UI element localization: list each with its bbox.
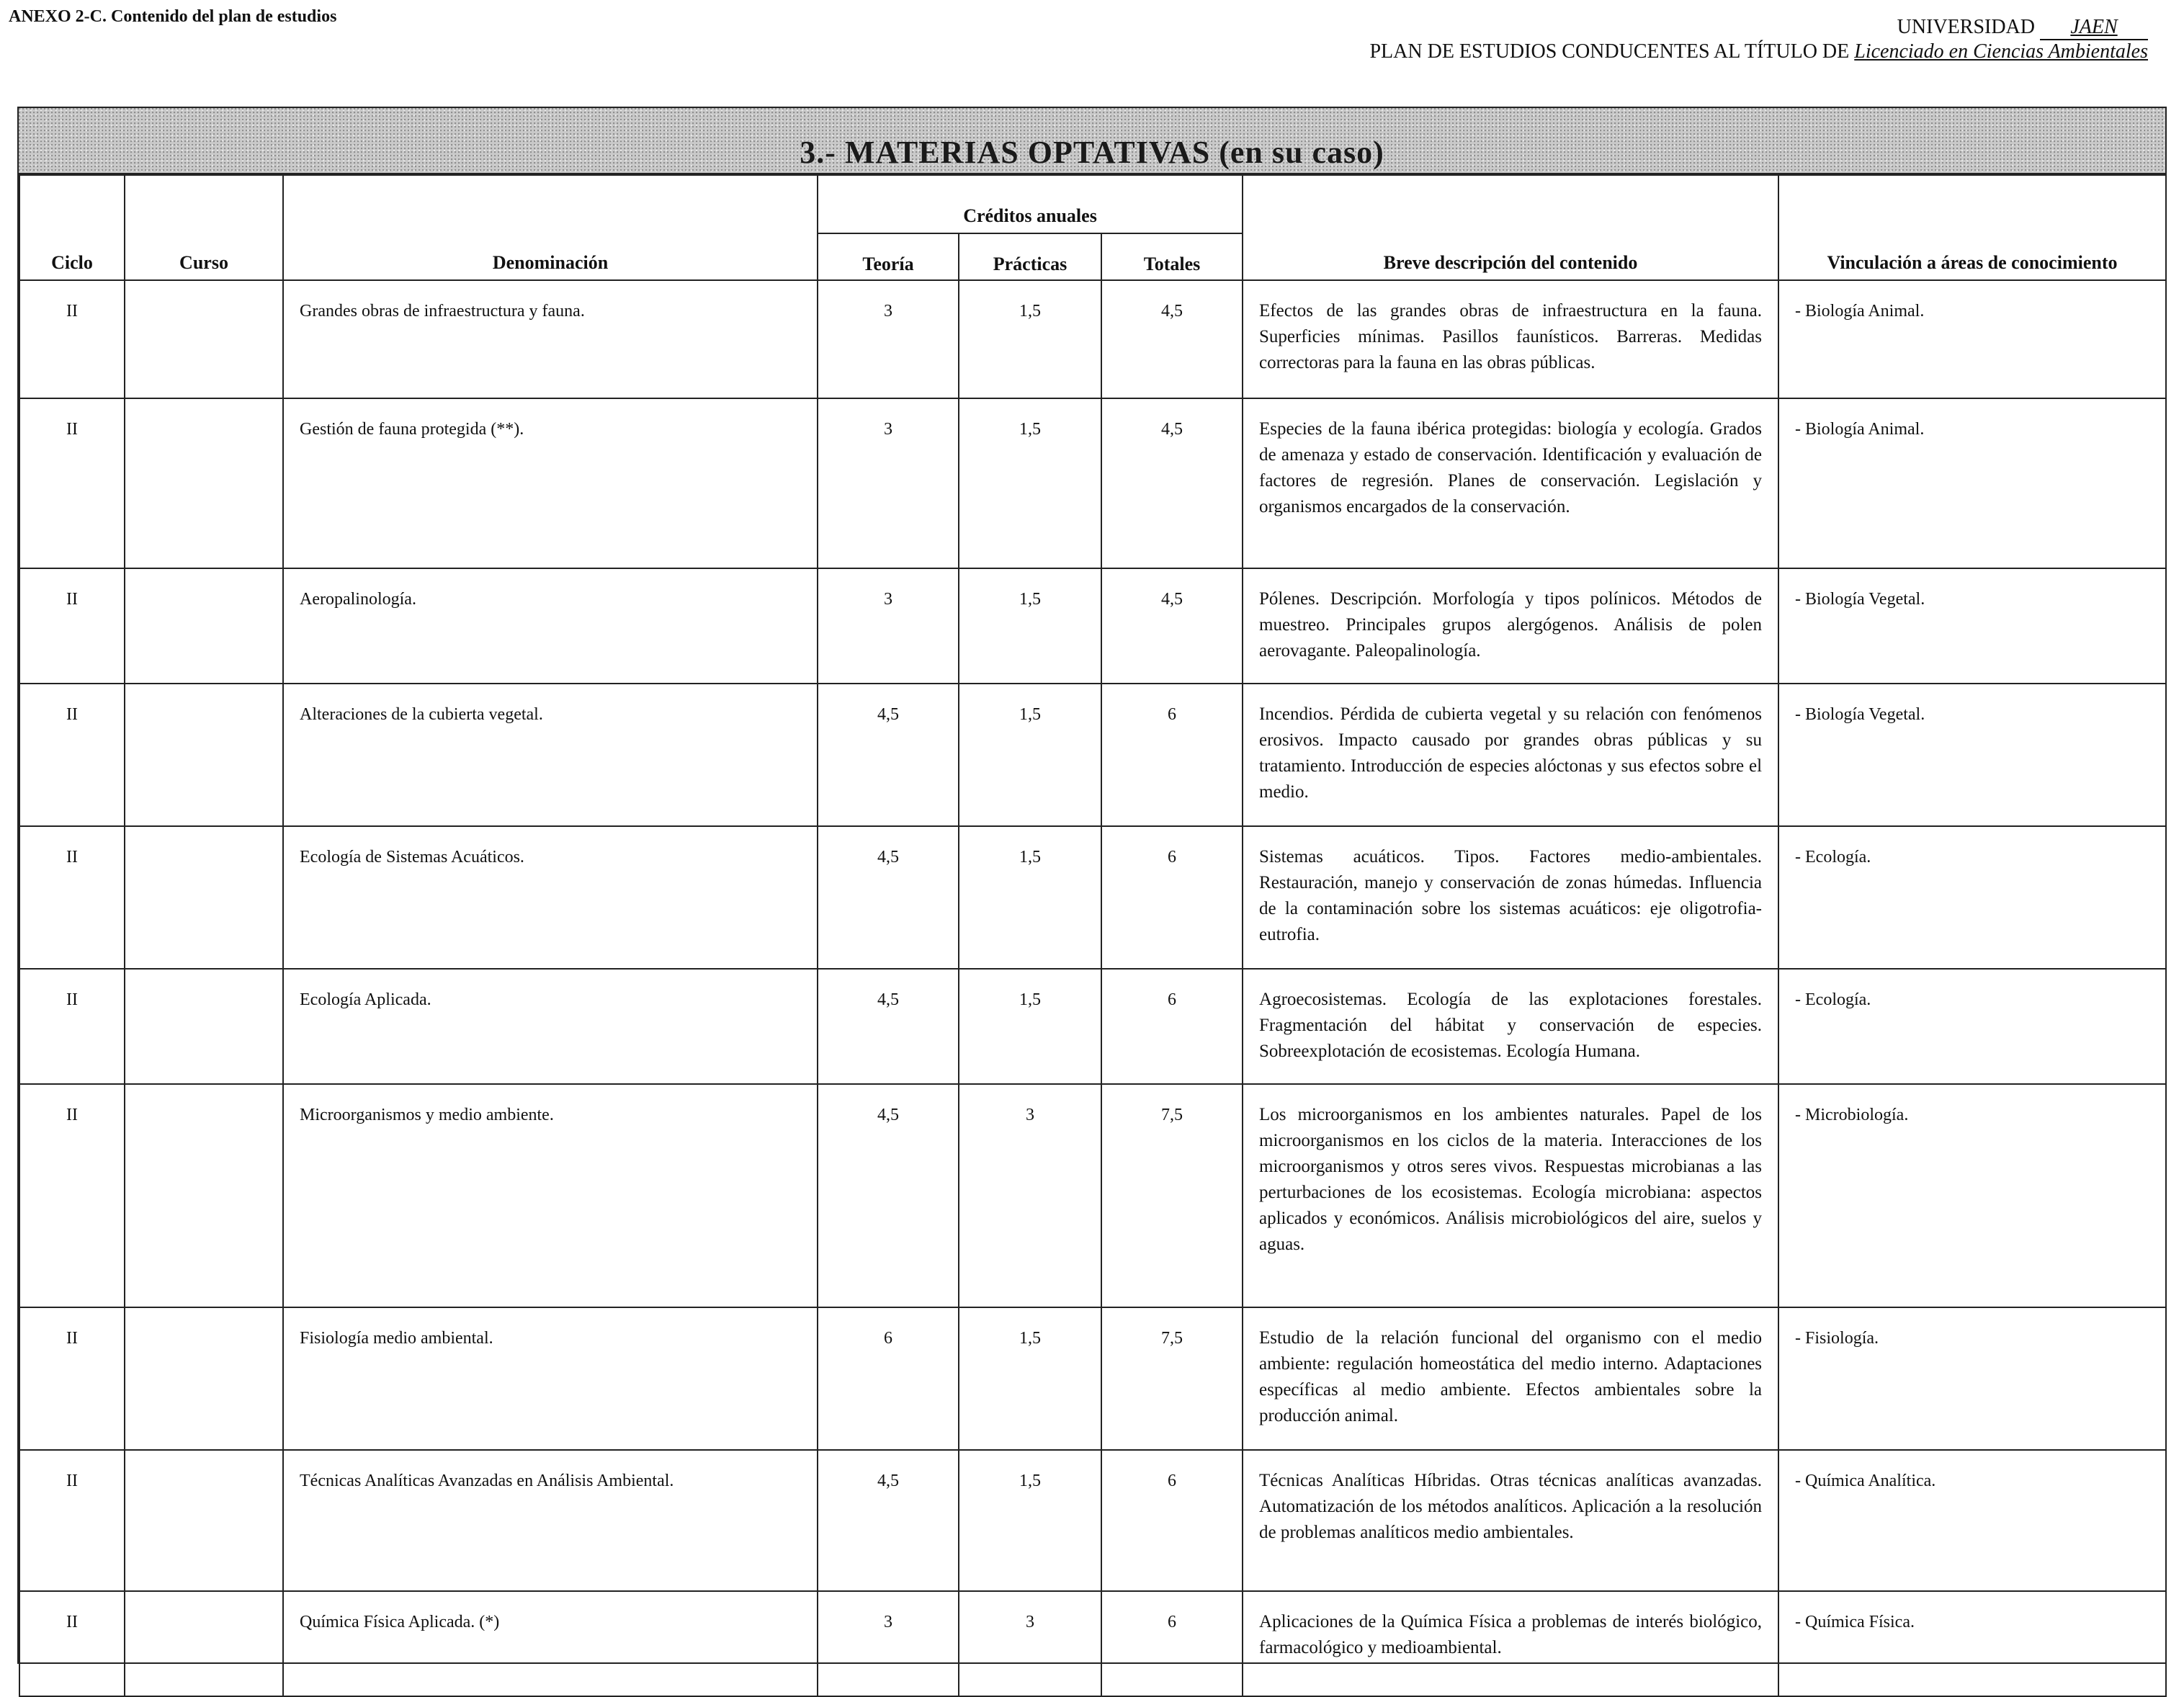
cell-curso <box>125 1591 283 1696</box>
cell-curso <box>125 398 283 568</box>
degree-name: Licenciado en Ciencias Ambientales <box>1854 40 2148 63</box>
section-title: 3.- MATERIAS OPTATIVAS (en su caso) <box>800 135 1384 170</box>
cell-descripcion: Agroecosistemas. Ecología de las explotaciones forestales. Fragmentación del hábitat y conservación de especies. Sobreexplotación de ecosistemas. Ecología Humana. <box>1243 969 1778 1084</box>
cell-totales: 4,5 <box>1101 280 1243 398</box>
university-line <box>1369 16 2148 40</box>
cell-practicas: 1,5 <box>959 1450 1101 1591</box>
col-descripcion: Breve descripción del contenido <box>1243 175 1778 280</box>
cell-ciclo: II <box>19 1307 125 1450</box>
cell-vinculacion: - Fisiología. <box>1778 1307 2166 1450</box>
col-curso: Curso <box>125 175 283 280</box>
cell-vinculacion: - Ecología. <box>1778 826 2166 969</box>
cell-denominacion: Microorganismos y medio ambiente. <box>283 1084 818 1307</box>
cell-practicas: 3 <box>959 1591 1101 1696</box>
cell-ciclo: II <box>19 398 125 568</box>
cell-descripcion: Aplicaciones de la Química Física a problemas de interés biológico, farmacológico y medioambiental. <box>1243 1591 1778 1696</box>
cell-practicas: 1,5 <box>959 826 1101 969</box>
university-label: UNIVERSIDAD <box>1897 16 2035 38</box>
cell-descripcion: Los microorganismos en los ambientes naturales. Papel de los microorganismos en los ciclos de la materia. Interacciones de los microorganismos y otros seres vivos. Respuestas microbianas a las perturbaciones de los ecosistemas. Ecología microbiana: aspectos aplicados y económicos. Análisis microbiológicos del aire, suelos y aguas. <box>1243 1084 1778 1307</box>
cell-vinculacion: - Microbiología. <box>1778 1084 2166 1307</box>
cell-practicas: 3 <box>959 1084 1101 1307</box>
cell-practicas: 1,5 <box>959 568 1101 684</box>
cell-denominacion: Gestión de fauna protegida (**). <box>283 398 818 568</box>
col-denominacion: Denominación <box>283 175 818 280</box>
cell-curso <box>125 684 283 826</box>
cell-teoria: 4,5 <box>818 826 959 969</box>
col-vinculacion: Vinculación a áreas de conocimiento <box>1778 175 2166 280</box>
cell-descripcion: Sistemas acuáticos. Tipos. Factores medio-ambientales. Restauración, manejo y conservación de zonas húmedas. Influencia de la contaminación sobre los sistemas acuáticos: eje oligotrofia-eutrofia. <box>1243 826 1778 969</box>
cell-teoria: 3 <box>818 568 959 684</box>
cell-totales: 4,5 <box>1101 398 1243 568</box>
cell-vinculacion: - Biología Animal. <box>1778 398 2166 568</box>
cell-ciclo: II <box>19 826 125 969</box>
cell-teoria: 4,5 <box>818 1450 959 1591</box>
cell-teoria: 4,5 <box>818 684 959 826</box>
plan-line <box>1369 40 2148 63</box>
cell-totales: 6 <box>1101 826 1243 969</box>
cell-totales: 7,5 <box>1101 1084 1243 1307</box>
cell-practicas: 1,5 <box>959 969 1101 1084</box>
col-ciclo: Ciclo <box>19 175 125 280</box>
university-header <box>1369 16 2148 63</box>
plan-label: PLAN DE ESTUDIOS CONDUCENTES AL TÍTULO DE <box>1369 40 1850 63</box>
cell-vinculacion: - Química Física. <box>1778 1591 2166 1696</box>
cell-denominacion: Ecología Aplicada. <box>283 969 818 1084</box>
cell-vinculacion: - Biología Vegetal. <box>1778 568 2166 684</box>
university-name: JAEN <box>2040 16 2148 40</box>
cell-curso <box>125 1084 283 1307</box>
cell-teoria: 4,5 <box>818 969 959 1084</box>
section-banner <box>19 108 2165 174</box>
header-row-top <box>19 175 2166 233</box>
table-row <box>19 826 2166 969</box>
table-row <box>19 568 2166 684</box>
col-teoria: Teoría <box>818 233 959 280</box>
cell-teoria: 3 <box>818 398 959 568</box>
cell-curso <box>125 1307 283 1450</box>
cell-denominacion: Química Física Aplicada. (*) <box>283 1591 818 1696</box>
cell-curso <box>125 568 283 684</box>
syllabus-frame <box>17 107 2167 1664</box>
cell-practicas: 1,5 <box>959 684 1101 826</box>
cell-ciclo: II <box>19 1450 125 1591</box>
cell-ciclo: II <box>19 280 125 398</box>
cell-practicas: 1,5 <box>959 1307 1101 1450</box>
cell-practicas: 1,5 <box>959 398 1101 568</box>
table-row <box>19 969 2166 1084</box>
cell-vinculacion: - Ecología. <box>1778 969 2166 1084</box>
cell-ciclo: II <box>19 568 125 684</box>
cell-descripcion: Incendios. Pérdida de cubierta vegetal y su relación con fenómenos erosivos. Impacto causado por grandes obras públicas y su tratamiento. Introducción de especies alóctonas y sus efectos sobre el medio. <box>1243 684 1778 826</box>
col-creditos: Créditos anuales <box>818 175 1243 233</box>
table-row <box>19 1307 2166 1450</box>
cell-teoria: 4,5 <box>818 1084 959 1307</box>
optional-subjects-table <box>19 174 2167 1697</box>
cell-practicas: 1,5 <box>959 280 1101 398</box>
cell-curso <box>125 826 283 969</box>
cell-descripcion: Efectos de las grandes obras de infraestructura en la fauna. Superficies mínimas. Pasillos faunísticos. Barreras. Medidas correctoras para la fauna en las obras públicas. <box>1243 280 1778 398</box>
cell-teoria: 3 <box>818 280 959 398</box>
cell-curso <box>125 1450 283 1591</box>
cell-ciclo: II <box>19 969 125 1084</box>
table-row <box>19 1450 2166 1591</box>
cell-ciclo: II <box>19 1591 125 1696</box>
cell-totales: 6 <box>1101 1450 1243 1591</box>
cell-curso <box>125 280 283 398</box>
col-practicas: Prácticas <box>959 233 1101 280</box>
table-row <box>19 1591 2166 1696</box>
cell-denominacion: Fisiología medio ambiental. <box>283 1307 818 1450</box>
table-body <box>19 280 2166 1696</box>
cell-teoria: 6 <box>818 1307 959 1450</box>
table-row <box>19 398 2166 568</box>
cell-vinculacion: - Biología Animal. <box>1778 280 2166 398</box>
cell-denominacion: Aeropalinología. <box>283 568 818 684</box>
table-row <box>19 684 2166 826</box>
cell-ciclo: II <box>19 684 125 826</box>
cell-denominacion: Alteraciones de la cubierta vegetal. <box>283 684 818 826</box>
cell-denominacion: Técnicas Analíticas Avanzadas en Análisis Ambiental. <box>283 1450 818 1591</box>
cell-teoria: 3 <box>818 1591 959 1696</box>
col-totales: Totales <box>1101 233 1243 280</box>
cell-totales: 7,5 <box>1101 1307 1243 1450</box>
cell-totales: 4,5 <box>1101 568 1243 684</box>
cell-totales: 6 <box>1101 684 1243 826</box>
cell-denominacion: Ecología de Sistemas Acuáticos. <box>283 826 818 969</box>
cell-descripcion: Pólenes. Descripción. Morfología y tipos polínicos. Métodos de muestreo. Principales grupos alergógenos. Análisis de polen aerovagante. Paleopalinología. <box>1243 568 1778 684</box>
cell-totales: 6 <box>1101 1591 1243 1696</box>
cell-descripcion: Técnicas Analíticas Híbridas. Otras técnicas analíticas avanzadas. Automatización de los métodos analíticos. Aplicación a la resolución de problemas analíticos medio ambientales. <box>1243 1450 1778 1591</box>
table-row <box>19 1084 2166 1307</box>
table-row <box>19 280 2166 398</box>
cell-vinculacion: - Biología Vegetal. <box>1778 684 2166 826</box>
cell-vinculacion: - Química Analítica. <box>1778 1450 2166 1591</box>
cell-denominacion: Grandes obras de infraestructura y fauna. <box>283 280 818 398</box>
annex-label: ANEXO 2-C. Contenido del plan de estudios <box>9 7 337 26</box>
cell-curso <box>125 969 283 1084</box>
cell-descripcion: Especies de la fauna ibérica protegidas: biología y ecología. Grados de amenaza y estado de conservación. Identificación y evaluación de factores de regresión. Planes de conservación. Legislación y organismos encargados de la conservación. <box>1243 398 1778 568</box>
cell-descripcion: Estudio de la relación funcional del organismo con el medio ambiente: regulación homeostática del medio interno. Adaptaciones específicas al medio ambiente. Efectos ambientales sobre la producción animal. <box>1243 1307 1778 1450</box>
cell-ciclo: II <box>19 1084 125 1307</box>
cell-totales: 6 <box>1101 969 1243 1084</box>
